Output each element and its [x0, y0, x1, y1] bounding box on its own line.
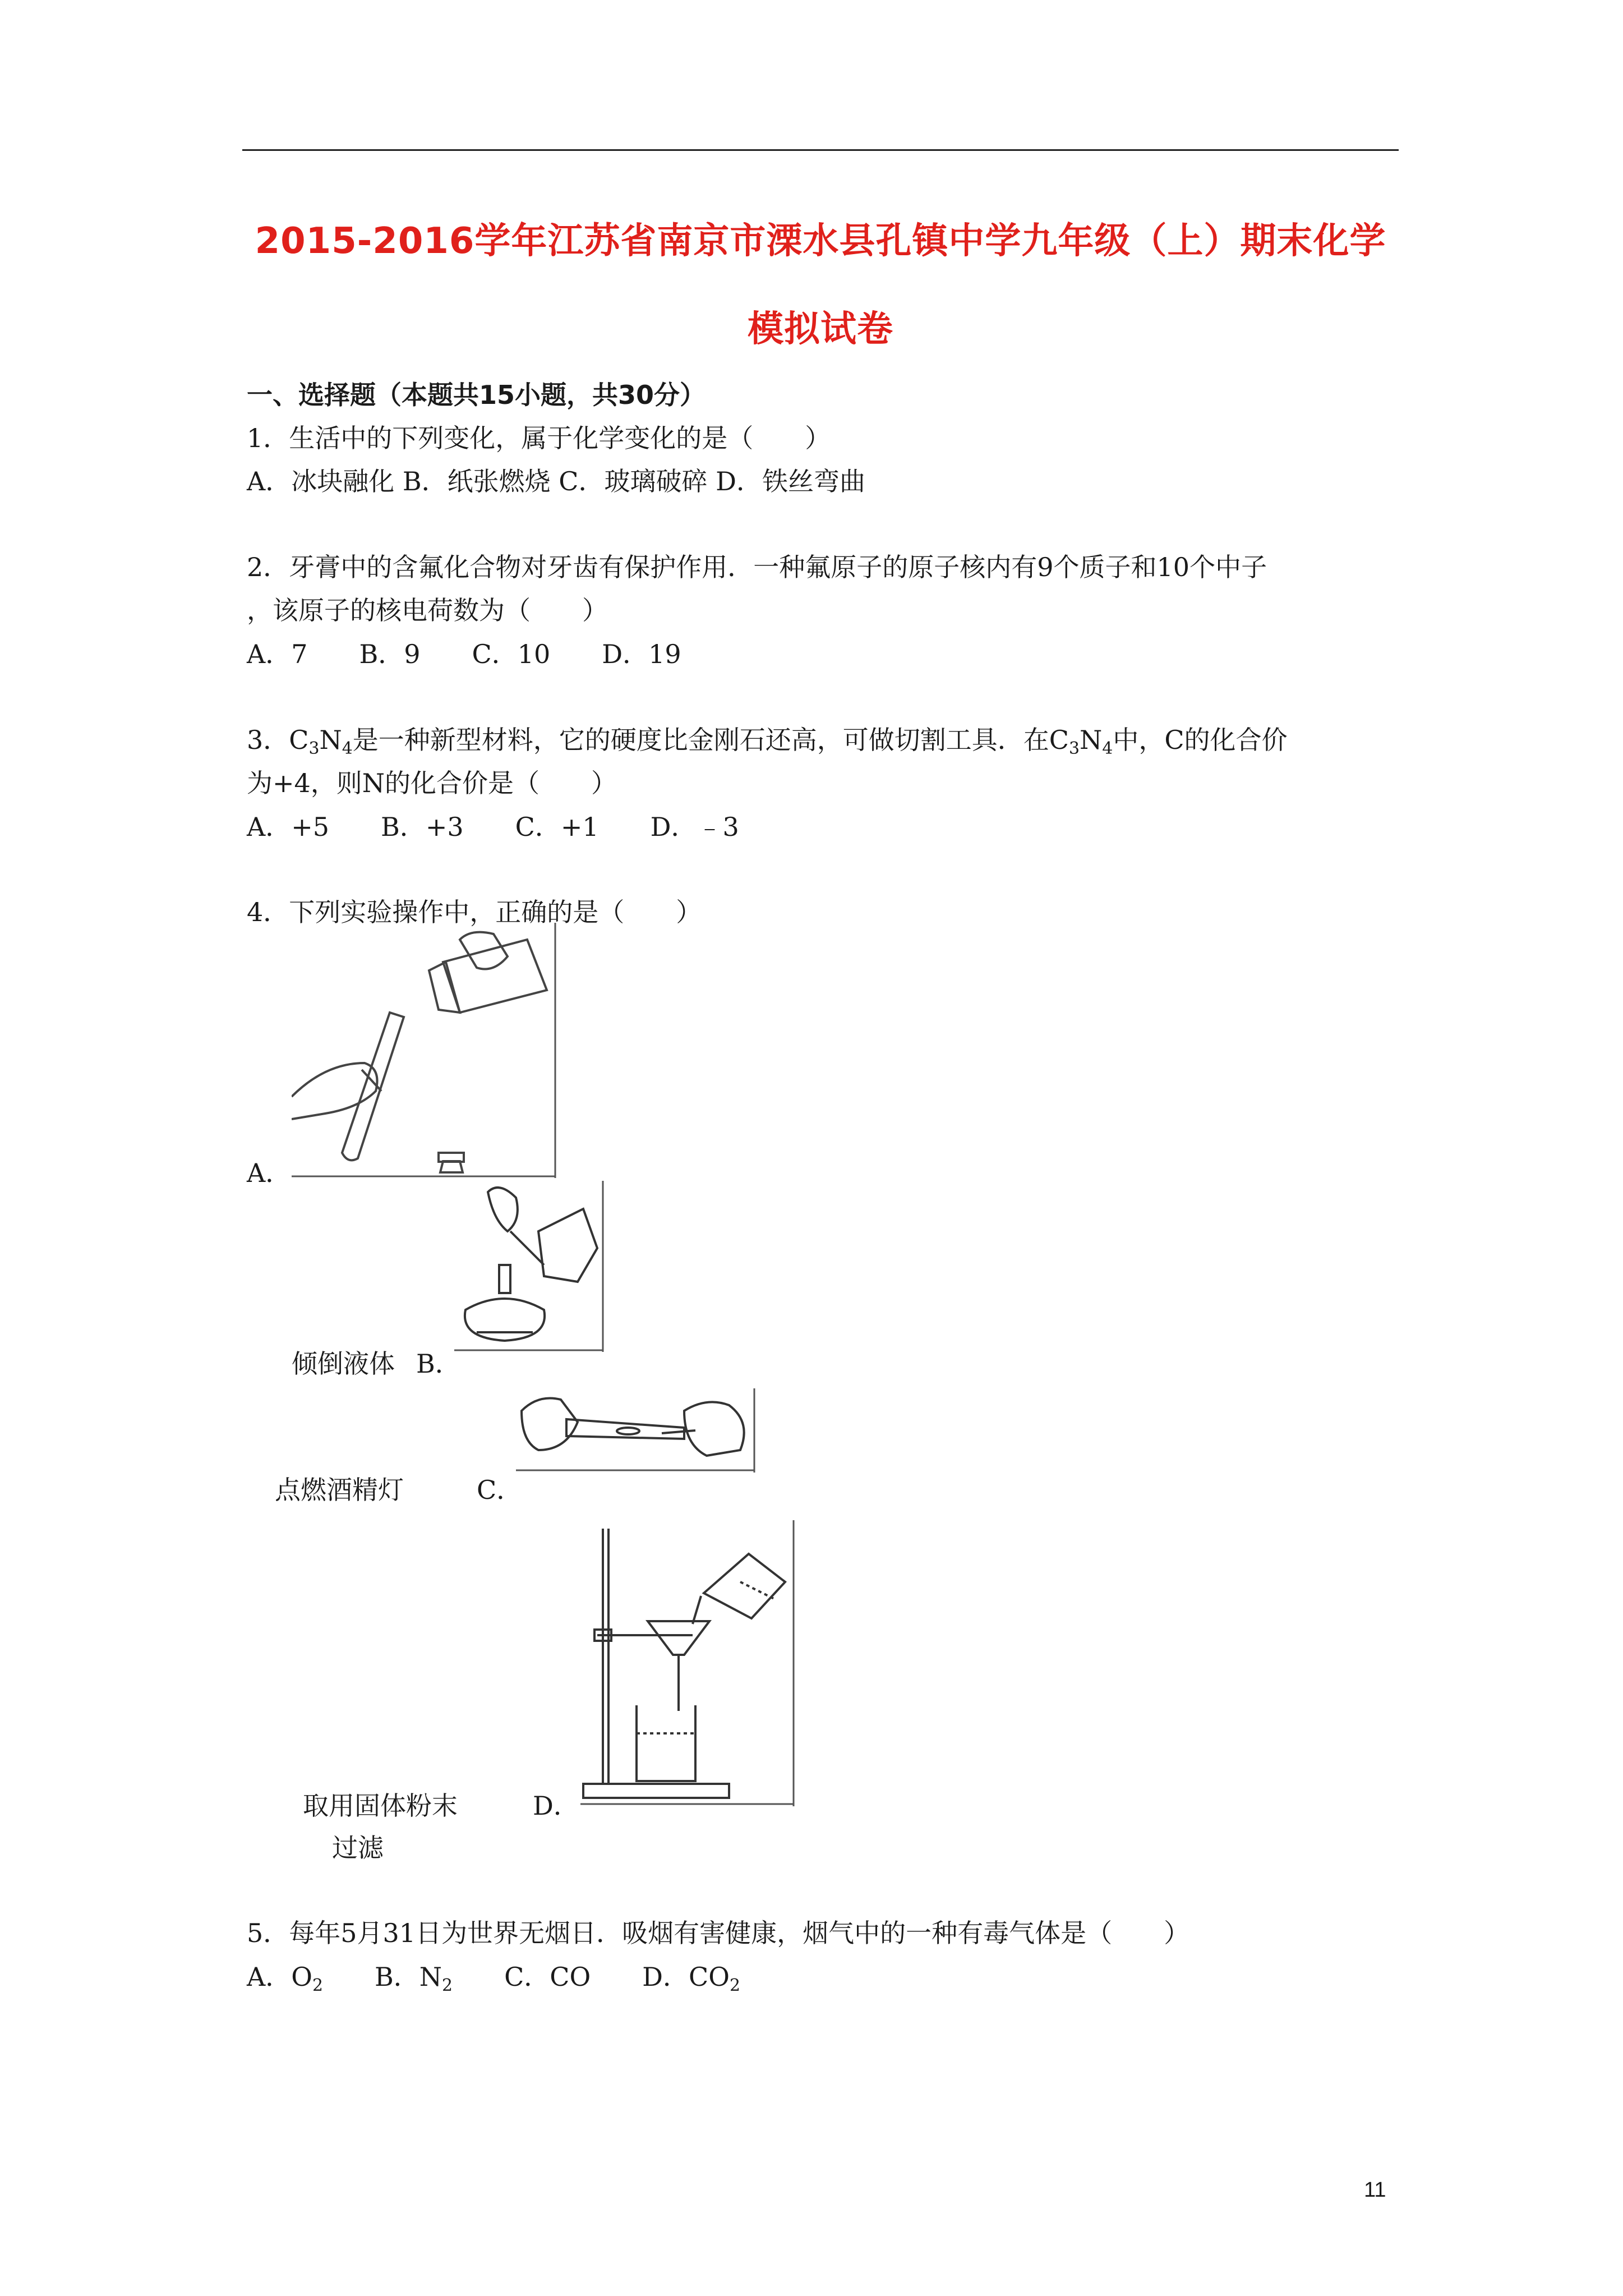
q1-options: A．冰块融化 B．纸张燃烧 C．玻璃破碎 D．铁丝弯曲 — [247, 466, 865, 496]
q3-options: A．+5 B．+3 C．+1 D．﹣3 — [247, 812, 739, 842]
q4-caption-c: 取用固体粉末 — [303, 1791, 458, 1821]
q3-stem-line1 — [247, 720, 1288, 757]
q4-caption-b: 点燃酒精灯 — [275, 1475, 404, 1505]
formula-c3n4-inline: $C_3N_4$ — [1049, 725, 1113, 758]
q4-label-b: B． — [416, 1349, 461, 1379]
figure-solid-powder — [516, 1388, 757, 1473]
figure-filtration — [580, 1520, 796, 1806]
q3-text-a: 是一种新型材料，它的硬度比金刚石还高，可做切割工具．在 — [352, 725, 1049, 755]
q5-stem: 5．每年5月31日为世界无烟日．吸烟有害健康，烟气中的一种有毒气体是（ ） — [247, 1918, 1190, 1948]
page-title-line2: 模拟试卷 — [748, 309, 893, 350]
header-rule — [242, 149, 1399, 151]
q4-label-d: D． — [533, 1791, 579, 1821]
q5-option-b: B．$N_2$ — [374, 1962, 453, 1995]
figure-pour-liquid — [292, 923, 558, 1178]
q4-stem: 4．下列实验操作中，正确的是（ ） — [247, 897, 702, 927]
page-title-line1: 2015-2016学年江苏省南京市溧水县孔镇中学九年级（上）期末化学 — [255, 220, 1386, 262]
q5-option-c: C．CO — [504, 1962, 591, 1992]
q4-caption-d: 过滤 — [332, 1833, 384, 1863]
q5-option-d: D．$CO_2$ — [642, 1962, 740, 1995]
q4-caption-a: 倾倒液体 — [292, 1349, 395, 1379]
section-heading: 一、选择题（本题共15小题，共30分） — [247, 380, 706, 410]
q2-stem-line2: ，该原子的核电荷数为（ ） — [247, 595, 608, 625]
q3-number: 3． — [247, 725, 289, 755]
q2-stem-line1: 2．牙膏中的含氟化合物对牙齿有保护作用．一种氟原子的原子核内有9个质子和10个中子 — [247, 552, 1267, 582]
q1-stem: 1．生活中的下列变化，属于化学变化的是（ ） — [247, 423, 831, 453]
figure-alcohol-lamp — [454, 1181, 606, 1352]
q4-label-c: C． — [477, 1475, 523, 1505]
q5-options — [247, 1957, 740, 1994]
q3-text-b: 中，C的化合价 — [1113, 725, 1288, 755]
q5-option-a: A．$O_2$ — [247, 1962, 323, 1995]
formula-c3n4: $C_3N_4$ — [289, 725, 353, 758]
q2-options: A．7 B．9 C．10 D．19 — [247, 639, 681, 669]
page-number: 11 — [1364, 2178, 1386, 2202]
q3-stem-line2: 为+4，则N的化合价是（ ） — [247, 768, 617, 798]
q4-label-a: A． — [247, 1158, 292, 1188]
